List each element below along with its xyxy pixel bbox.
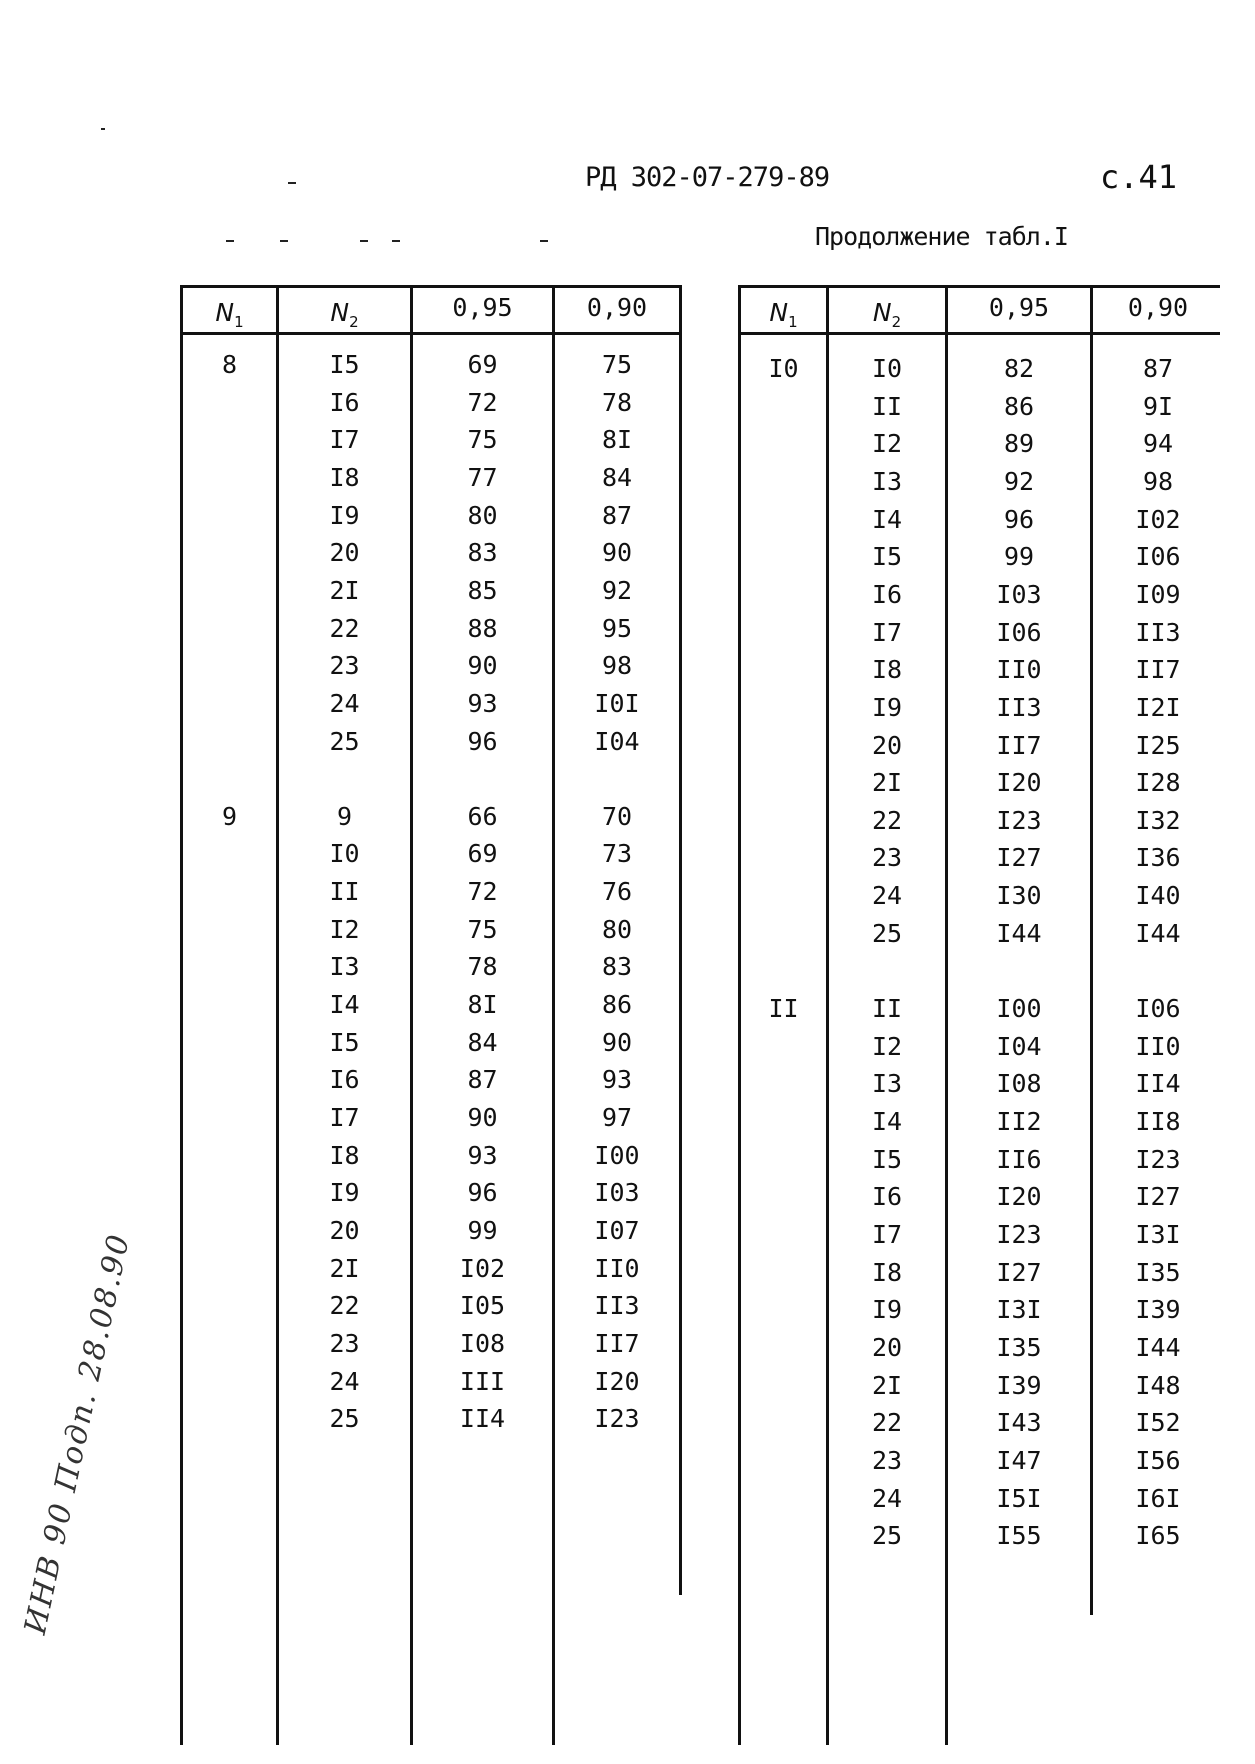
group-n1-cell: I0 [768,354,799,383]
value-090-cell: I07 [594,1215,640,1245]
n2-cell: II [329,877,360,907]
value-095-cell: II2 [996,1107,1042,1136]
header-095: 0,95 [452,293,513,322]
value-090-cell: II3 [594,1291,640,1321]
value-095-cell: 86 [1003,391,1035,421]
n2-cell: 24 [871,881,903,911]
value-095-cell: I35 [996,1332,1042,1362]
n2-cell: 22 [329,1291,360,1321]
n2-cell: 25 [871,1521,903,1551]
n2-cell: 24 [871,1483,903,1513]
table-top-rule [738,285,1220,288]
n2-cell: I5 [329,350,360,379]
value-095-cell: 84 [467,1027,498,1057]
value-090-cell: 90 [601,1027,633,1057]
value-095-cell: 96 [467,1178,498,1208]
value-095-cell: I44 [996,918,1042,948]
value-090-cell: 80 [601,914,633,944]
value-090-cell: 94 [1142,429,1174,459]
value-090-cell: I44 [1135,918,1181,948]
scan-speck [360,240,368,242]
table-continuation-label: Продолжение табл.I [815,222,1068,251]
n2-cell: 25 [871,918,903,948]
n2-cell: 20 [871,730,903,760]
n2-cell: I5 [871,542,903,572]
value-095-cell: 80 [467,500,498,530]
n2-cell: I3 [329,952,360,982]
value-095-cell: 66 [467,801,498,831]
value-095-cell: I43 [996,1408,1042,1438]
n2-cell: I7 [871,1219,903,1249]
value-090-cell: 92 [601,575,633,605]
scan-speck [392,240,400,242]
n2-cell: 22 [871,805,903,835]
value-090-cell: 87 [1142,354,1174,383]
value-095-cell: I30 [996,881,1042,911]
value-090-cell: I56 [1135,1445,1181,1475]
table-top-rule [180,285,682,288]
value-095-cell: II4 [459,1404,506,1434]
value-090-cell: 95 [601,613,633,643]
value-095-cell: 92 [1003,466,1035,496]
value-090-cell: 8I [601,425,633,455]
n2-cell: I5 [871,1144,903,1174]
value-095-cell: 88 [467,613,498,643]
value-095-cell: I55 [996,1521,1042,1551]
value-090-cell: II8 [1135,1107,1181,1136]
value-090-cell: I44 [1135,1332,1181,1362]
header-n1: $N_1$ [769,298,798,331]
value-090-cell: II7 [594,1328,640,1358]
value-095-cell: II0 [996,655,1042,685]
value-095-cell: I27 [996,843,1042,873]
value-095-cell: I20 [996,1182,1042,1212]
value-095-cell: I02 [459,1253,506,1283]
group-n1-cell: 9 [221,801,238,831]
document-code: РД 302-07-279-89 [585,162,830,193]
n2-cell: I8 [329,462,360,492]
value-090-cell: I36 [1135,843,1181,873]
n2-cell: 2I [871,768,903,798]
value-090-cell: I04 [594,726,640,756]
value-090-cell: I52 [1135,1408,1181,1438]
value-090-cell: II0 [594,1253,640,1283]
n2-cell: I8 [871,1257,903,1287]
value-090-cell: II0 [1135,1031,1181,1061]
header-090: 0,90 [586,293,648,322]
value-095-cell: I00 [996,994,1042,1024]
n2-cell: II [871,391,903,421]
value-090-cell: 75 [601,350,633,379]
value-095-cell: 83 [467,538,498,568]
n2-cell: II [871,994,903,1024]
value-095-cell: 96 [467,726,498,756]
header-095: 0,95 [988,293,1050,322]
n2-cell: 20 [329,1215,360,1245]
value-090-cell: I65 [1135,1521,1181,1551]
scan-speck [280,240,288,242]
scan-speck [540,240,548,242]
value-090-cell: II7 [1135,655,1181,685]
value-095-cell: 96 [1003,504,1035,534]
header-n2: $N_2$ [872,298,902,331]
value-095-cell: I39 [996,1370,1042,1400]
n2-cell: 22 [329,613,360,643]
value-095-cell: II6 [996,1144,1042,1174]
n2-cell: I8 [871,655,903,685]
n2-cell: I6 [871,579,903,609]
value-090-cell: I0I [594,688,640,718]
value-095-cell: I23 [996,1219,1042,1249]
n2-cell: 22 [871,1408,903,1438]
value-090-cell: 9I [1142,391,1174,421]
n2-cell: I4 [329,990,360,1020]
n2-cell: I7 [329,1103,360,1132]
margin-handwritten-note: ИНВ 90 Подп. 28.08.90 [18,1230,138,1638]
value-090-cell: 90 [601,538,633,568]
value-095-cell: I08 [996,1069,1042,1099]
value-090-cell: 98 [601,651,633,681]
value-090-cell: I00 [594,1140,640,1170]
value-090-cell: I06 [1135,542,1181,572]
value-090-cell: II4 [1135,1069,1181,1099]
value-095-cell: I47 [996,1445,1042,1475]
value-095-cell: I20 [996,768,1042,798]
table-border [180,285,183,1745]
value-095-cell: I23 [996,805,1042,835]
value-090-cell: I23 [594,1404,640,1434]
header-n2: $N_2$ [330,298,359,331]
value-090-cell: I48 [1135,1370,1181,1400]
n2-cell: 24 [329,1366,360,1396]
header-n1: $N_1$ [215,298,244,331]
value-090-cell: 98 [1142,466,1174,496]
value-095-cell: 82 [1003,354,1035,383]
value-090-cell: I40 [1135,881,1181,911]
n2-cell: I3 [871,466,903,496]
value-090-cell: 78 [601,387,633,417]
scan-speck [288,182,296,184]
value-090-cell: I6I [1135,1483,1181,1513]
n2-cell: 23 [871,843,903,873]
n2-cell: I9 [871,1295,903,1325]
n2-cell: 2I [329,1253,360,1283]
n2-cell: I5 [329,1027,360,1057]
value-090-cell: I3I [1135,1219,1181,1249]
value-095-cell: 90 [467,1103,498,1132]
n2-cell: 23 [329,651,360,681]
n2-cell: 9 [336,801,353,831]
n2-cell: 25 [329,1404,360,1434]
value-095-cell: 8I [467,990,498,1020]
n2-cell: I9 [871,692,903,722]
value-095-cell: I5I [996,1483,1042,1513]
n2-cell: 2I [871,1370,903,1400]
n2-cell: I7 [871,617,903,647]
value-095-cell: 85 [467,575,498,605]
n2-cell: I3 [871,1069,903,1099]
n2-cell: 20 [329,538,360,568]
value-090-cell: I28 [1135,768,1181,798]
value-095-cell: 69 [467,839,498,869]
value-095-cell: I03 [996,579,1042,609]
n2-cell: 24 [329,688,360,718]
n2-cell: 25 [329,726,360,756]
n2-cell: I4 [871,504,903,534]
group-n1-cell: 8 [221,350,238,379]
table-border [679,285,682,1595]
value-095-cell: I3I [996,1295,1042,1325]
n2-cell: I9 [329,1178,360,1208]
value-090-cell: 93 [601,1065,633,1095]
value-095-cell: II7 [996,730,1042,760]
value-090-cell: I03 [594,1178,640,1208]
n2-cell: I6 [871,1182,903,1212]
value-090-cell: I27 [1135,1182,1181,1212]
value-090-cell: 87 [601,500,633,530]
value-095-cell: 93 [467,1140,498,1170]
n2-cell: I0 [871,354,903,383]
value-095-cell: I04 [996,1031,1042,1061]
value-095-cell: 75 [467,425,498,455]
value-090-cell: I35 [1135,1257,1181,1287]
value-095-cell: I27 [996,1257,1042,1287]
value-095-cell: 99 [467,1215,498,1245]
value-090-cell: I20 [594,1366,640,1396]
value-095-cell: 99 [1003,542,1035,572]
value-095-cell: I08 [459,1328,506,1358]
n2-cell: I2 [871,429,903,459]
value-090-cell: I2I [1135,692,1181,722]
value-090-cell: 83 [601,952,633,982]
n2-cell: 2I [329,575,360,605]
value-095-cell: 90 [467,651,498,681]
scan-speck [226,240,234,242]
value-095-cell: 69 [467,350,498,379]
n2-cell: 23 [329,1328,360,1358]
value-090-cell: I32 [1135,805,1181,835]
value-090-cell: II3 [1135,617,1181,647]
page-number: с.41 [1100,158,1178,196]
value-090-cell: 84 [601,462,633,492]
value-090-cell: 76 [601,877,633,907]
value-095-cell: 72 [467,387,498,417]
value-090-cell: I39 [1135,1295,1181,1325]
value-095-cell: II3 [996,692,1042,722]
header-090: 0,90 [1127,293,1189,322]
value-090-cell: I25 [1135,730,1181,760]
value-090-cell: 70 [601,801,633,831]
value-095-cell: 75 [467,914,498,944]
value-090-cell: I23 [1135,1144,1181,1174]
n2-cell: I0 [329,839,360,869]
n2-cell: I2 [871,1031,903,1061]
n2-cell: 20 [871,1332,903,1362]
n2-cell: I8 [329,1140,360,1170]
value-095-cell: 72 [467,877,498,907]
n2-cell: I6 [329,1065,360,1095]
group-n1-cell: II [768,994,799,1024]
n2-cell: I7 [329,425,360,455]
value-095-cell: 87 [467,1065,498,1095]
n2-cell: I4 [871,1107,903,1136]
value-090-cell: I02 [1135,504,1181,534]
n2-cell: 23 [871,1445,903,1475]
value-090-cell: 73 [601,839,633,869]
n2-cell: I2 [329,914,360,944]
n2-cell: I6 [329,387,360,417]
n2-cell: I9 [329,500,360,530]
value-095-cell: 77 [467,462,498,492]
value-095-cell: I05 [459,1291,506,1321]
value-095-cell: III [459,1366,506,1396]
value-095-cell: I06 [996,617,1042,647]
value-095-cell: 89 [1003,429,1035,459]
value-090-cell: I06 [1135,994,1181,1024]
value-095-cell: 78 [467,952,498,982]
value-090-cell: 97 [601,1103,633,1132]
value-090-cell: 86 [601,990,633,1020]
scan-speck [101,128,105,130]
value-090-cell: I09 [1135,579,1181,609]
value-095-cell: 93 [467,688,498,718]
